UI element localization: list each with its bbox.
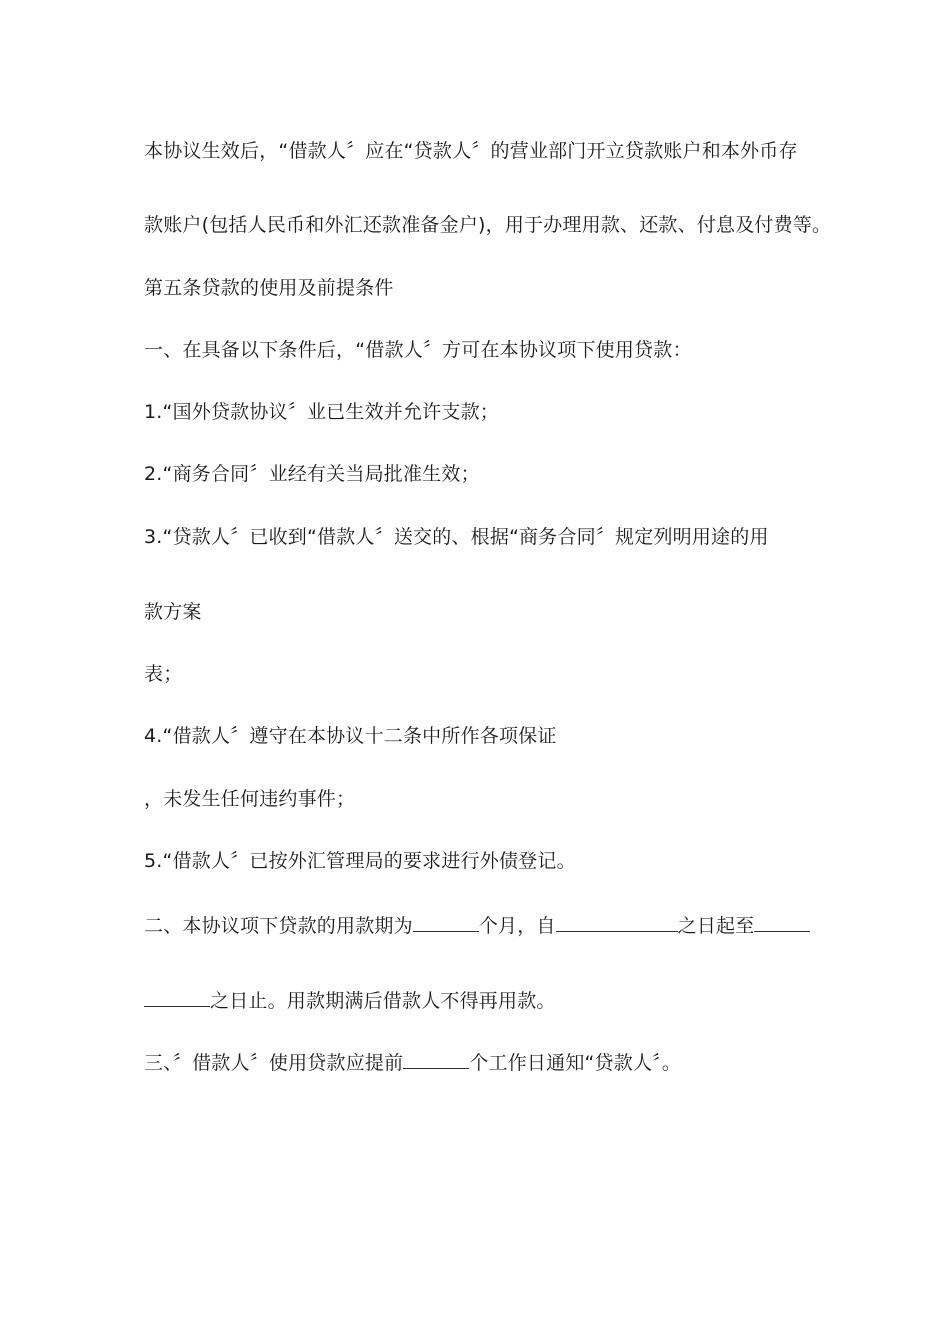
condition-item-1: 1.“国外贷款协议〞业已生效并允许支款；	[144, 401, 499, 423]
clause-three-text-b: 个工作日通知“贷款人〞。	[469, 1052, 682, 1074]
condition-item-3-continued: 款方案	[144, 601, 202, 623]
paragraph-account-opening-2: 款账户(包括人民币和外汇还款准备金户)，用于办理用款、还款、付息及付费等。	[144, 214, 832, 236]
condition-item-4-continued: ，未发生任何违约事件；	[144, 788, 356, 810]
clause-two-text-a: 二、本协议项下贷款的用款期为	[144, 915, 413, 937]
condition-item-2: 2.“商务合同〞业经有关当局批准生效；	[144, 463, 480, 485]
end-date-blank-start	[754, 911, 810, 932]
clause-two-period-end	[144, 986, 556, 1013]
clause-two-period	[144, 911, 810, 938]
clause-three-text-a: 三、〞借款人〞使用贷款应提前	[144, 1052, 404, 1074]
notice-days-blank	[403, 1048, 469, 1069]
clause-two-text-b: 个月，自	[478, 915, 556, 937]
start-date-blank	[556, 911, 678, 932]
condition-item-5: 5.“借款人〞已按外汇管理局的要求进行外债登记。	[144, 850, 576, 872]
clause-one-intro: 一、在具备以下条件后，“借款人〞方可在本协议项下使用贷款：	[144, 339, 692, 361]
paragraph-account-opening-1: 本协议生效后，“借款人〞应在“贷款人〞的营业部门开立贷款账户和本外币存	[144, 140, 798, 162]
clause-two-text-c: 之日起至	[677, 915, 755, 937]
end-date-blank-continued	[144, 986, 210, 1007]
condition-item-4: 4.“借款人〞遵守在本协议十二条中所作各项保证	[144, 725, 557, 747]
clause-two-text-d: 之日止。用款期满后借款人不得再用款。	[210, 990, 556, 1012]
article-five-heading: 第五条贷款的使用及前提条件	[144, 277, 394, 299]
condition-item-3-end: 表；	[144, 663, 183, 685]
months-blank	[413, 911, 479, 932]
condition-item-3: 3.“贷款人〞已收到“借款人〞送交的、根据“商务合同〞规定列明用途的用	[144, 526, 769, 548]
clause-three-notice	[144, 1048, 681, 1075]
